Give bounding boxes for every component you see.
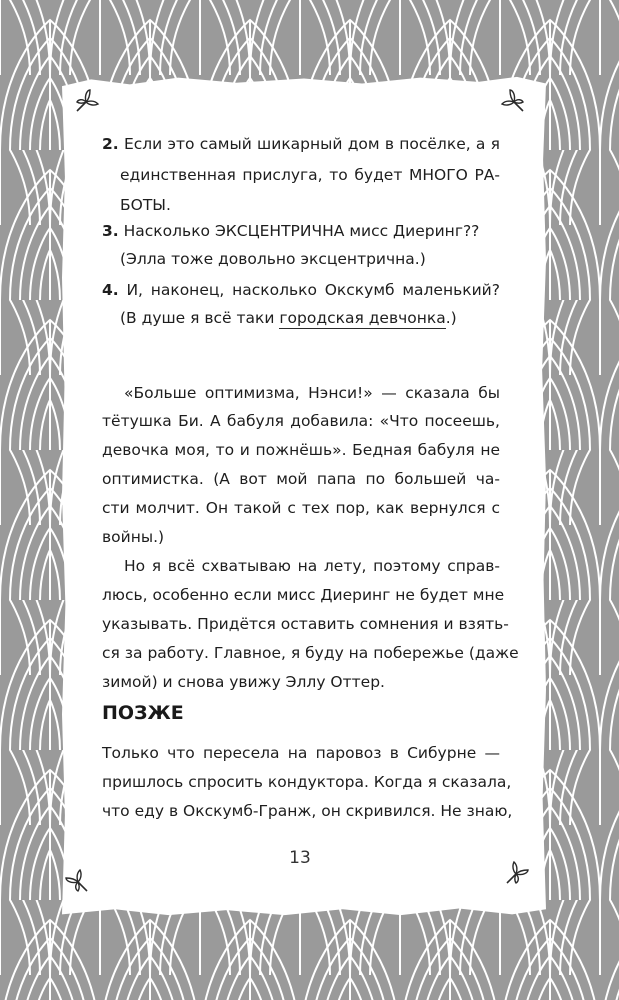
paragraph-3-line-1: Только что пересела на паровоз в Сибурне — (102, 744, 500, 762)
list-item-text: Насколько ЭКСЦЕНТРИЧНА мисс Диеринг?? (123, 222, 480, 240)
list-item-number: 4. (102, 281, 119, 299)
paragraph-1-line-2: тётушка Би. А бабуля добавила: «Что посеешь, (102, 412, 500, 430)
list-item-2-line-3: БОТЫ. (120, 196, 171, 214)
paragraph-1-line-1: «Больше оптимизма, Нэнси!» — сказала бы (124, 384, 500, 402)
underlined-phrase: городская девчонка (279, 309, 446, 327)
paragraph-2-line-5: зимой) и снова увижу Эллу Оттер. (102, 673, 385, 691)
list-item-number: 2. (102, 135, 119, 153)
paragraph-2-line-3: указывать. Придётся оставить сомнения и взять- (102, 615, 509, 633)
paragraph-1-line-6: войны.) (102, 528, 165, 546)
paragraph-1-line-4: оптимистка. (А вот мой папа по большей ча- (102, 470, 500, 488)
paragraph-2-line-4: ся за работу. Главное, я буду на побережье (даже (102, 644, 519, 662)
section-heading: ПОЗЖЕ (102, 702, 184, 724)
list-item-number: 3. (102, 222, 119, 240)
list-item-4-line-1 (102, 283, 500, 299)
list-item-3-line-1 (102, 224, 500, 240)
paragraph-3-line-3: что еду в Окскумб-Гранж, он скривился. Не знаю, (102, 802, 513, 820)
paragraph-3-line-2: пришлось спросить кондуктора. Когда я сказала, (102, 773, 512, 791)
flower-corner-icon (64, 868, 90, 894)
list-item-3-line-2: (Элла тоже довольно эксцентрична.) (120, 250, 426, 268)
list-item-2-line-2: единственная прислуга, то будет МНОГО РА- (120, 166, 500, 184)
paragraph-2-line-2: люсь, особенно если мисс Диеринг не будет мне (102, 586, 505, 604)
flower-corner-icon (500, 88, 526, 114)
flower-corner-icon (74, 88, 100, 114)
list-item-text: И, наконец, насколько Окскумб маленький? (126, 281, 500, 299)
list-item-text: Если это самый шикарный дом в посёлке, а я (123, 135, 500, 153)
list-item-text: .) (445, 309, 457, 327)
page-number: 13 (289, 848, 311, 868)
paragraph-1-line-3: девочка моя, то и пожнёшь». Бедная бабуля не (102, 441, 500, 459)
list-item-4-line-2 (120, 311, 518, 327)
list-item-2-line-1 (102, 137, 500, 153)
paragraph-1-line-5: сти молчит. Он такой с тех пор, как вернулся с (102, 499, 500, 517)
paragraph-2-line-1: Но я всё схватываю на лету, поэтому справ- (124, 557, 500, 575)
flower-corner-icon (504, 860, 530, 886)
list-item-text: (В душе я всё таки (120, 309, 280, 327)
